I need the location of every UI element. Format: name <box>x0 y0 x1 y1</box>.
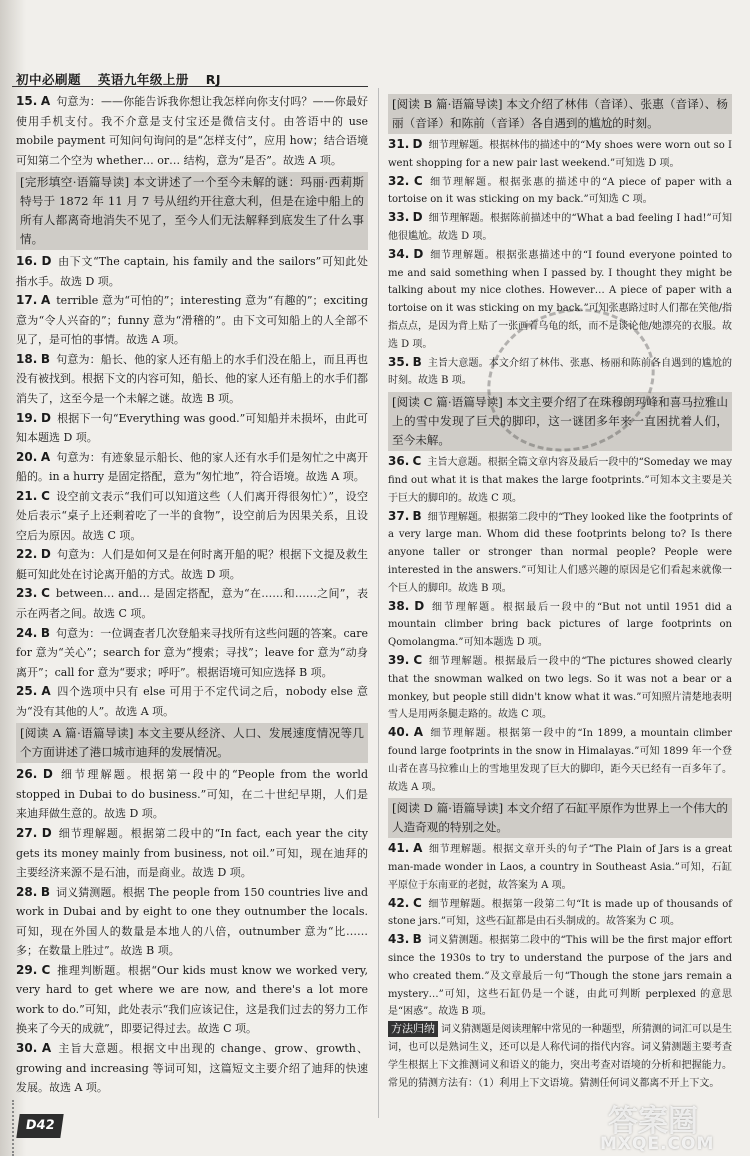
answer-item <box>388 136 732 173</box>
explanation-text: 设空前文表示“我们可以知道这些（人们离开得很匆忙）”，设空处后表示“桌子上还剩着吃了一半的食物”，设空前后为因果关系，且设空后为原因。故选 C 项。 <box>16 489 369 542</box>
question-number: 22. <box>16 547 38 562</box>
explanation-text: 词义猜测题。根据 The people from 150 countries live and work in Dubai and by eight to one they outnumber the locals. 可知，现在外国人的数量是本地人的八倍，outnumber 意为“比……多；在数量上胜过”。故选 B 项。 <box>16 885 368 958</box>
explanation-text: 细节理解题。根据第一段第二句“It is made up of thousands of stone jars.”可知，这些石缸都是由石头制成的。故答案为 C 项。 <box>388 898 732 928</box>
answer-letter: A <box>40 293 51 308</box>
section-guide-banner: [完形填空·语篇导读] 本文讲述了一个至今未解的谜：玛丽·西莉斯特号于 1872 年 11 月 7 号从纽约开往意大利，但是在途中船上的所有人都离奇地消失不见了，至今人们无法解释到底发生了什么事情。 <box>16 172 368 250</box>
answer-item <box>16 487 368 546</box>
question-number: 29. <box>16 962 38 977</box>
explanation-text: 细节理解题。根据张惠的描述中的“A piece of paper with a tortoise on it was sticking on my back.”可知选 C 项。 <box>388 176 732 206</box>
page-number: D42 <box>16 1114 63 1138</box>
answer-letter: C <box>413 895 422 910</box>
explanation-text: 句意为：人们是如何又是在何时离开船的呢？根据下文提及救生艇可知此处在讨论离开船的方式。故选 D 项。 <box>16 548 368 581</box>
explanation-text: 细节理解题。根据第一段中的“People from the world stopped in Dubai to do business.”可知，在二十世纪早期，人们是来迪拜做生意的。故选 D 项。 <box>16 768 368 821</box>
question-number: 17. <box>16 293 38 308</box>
answer-item <box>388 840 732 894</box>
question-number: 34. <box>388 246 410 261</box>
answer-item <box>16 682 368 721</box>
question-number: 20. <box>16 449 38 464</box>
section-guide-banner: [阅读 A 篇·语篇导读] 本文主要从经济、人口、发展速度情况等几个方面讲述了港口城市迪拜的发展情况。 <box>16 723 368 763</box>
explanation-text: 词义猜测题。根据第二段中的“This will be the first major effort since the 1930s to try to understand the purpose of the jars and who created them.”及文章最后一句“Though the stone jars remain a mystery…”可知，这些石缸仍是一个谜，由此可判断 perplexed 的意思是“困惑”。故选 B 项。 <box>388 935 733 1018</box>
explanation-text: 句意为：一位调查者几次登船来寻找所有这些问题的答案。care for 意为“关心”；search for 意为“搜索；寻找”；leave for 意为“动身离开”；call for 意为“要求；呼吁”。根据语境可知应选择 B 项。 <box>16 626 368 679</box>
left-column <box>16 92 368 1098</box>
method-tag: 方法归纳 <box>388 1021 438 1037</box>
answer-letter: D <box>412 137 423 151</box>
question-number: 42. <box>388 895 410 910</box>
answer-item <box>16 883 368 961</box>
question-number: 19. <box>16 410 38 425</box>
answer-letter: C <box>41 962 51 977</box>
answer-letter: A <box>413 725 424 740</box>
answer-item <box>388 724 732 796</box>
answer-item <box>16 1039 368 1098</box>
explanation-text: 细节理解题。根据最后一段中的“But not until 1951 did a mountain climber bring back pictures of large footprints on Qomolangma.”可知本题选 D 项。 <box>388 601 732 649</box>
answer-item <box>16 545 368 584</box>
explanation-text: 细节理解题。根据最后一段中的“The pictures showed clearly that the snowman walked on two legs. So it was not a bear or a monkey, but people still didn't know what it was.”可知照片清楚地表明雪人是用两条腿走路的。故选 C 项。 <box>388 655 732 721</box>
subject-title: 英语九年级上册 <box>97 72 189 87</box>
answer-letter: A <box>40 449 51 464</box>
answer-letter: C <box>413 173 423 188</box>
section-guide-banner: [阅读 B 篇·语篇导读] 本文介绍了林伟（音译）、张惠（音译）、杨丽（音译）和陈前（音译）各自遇到的尴尬的时刻。 <box>388 94 732 134</box>
answer-letter: A <box>413 841 423 856</box>
answer-letter: B <box>40 884 50 899</box>
explanation-text: 细节理解题。根据第二段中的“They looked like the footprints of a very large man. Whom did these footprints belong to? Is there anyone taller or stronger than normal people? People were interested in the answers.”可知让人们感兴趣的原因是它们看起来就像一个巨人的脚印。故选 B 项。 <box>388 511 732 594</box>
question-number: 23. <box>16 586 38 601</box>
answer-item <box>16 92 368 170</box>
answer-letter: C <box>413 652 423 667</box>
explanation-text: 四个选项中只有 else 可用于不定代词之后，nobody else 意为“没有其他的人”。故选 A 项。 <box>16 685 368 718</box>
explanation-text: 细节理解题。根据林伟的描述中的“My shoes were worn out so I went shopping for a new pair last weekend.”可知选 D 项。 <box>388 140 732 169</box>
answer-item <box>16 252 368 291</box>
answer-item <box>16 350 368 409</box>
question-number: 37. <box>388 508 410 523</box>
question-number: 25. <box>16 684 38 699</box>
method-summary <box>388 1021 732 1092</box>
answer-letter: B <box>412 932 422 947</box>
answer-letter: D <box>414 598 425 613</box>
answer-item <box>388 652 732 724</box>
answer-item <box>388 173 732 210</box>
explanation-text: 句意为：有迹象显示船长、他的家人还有水手们是匆忙之中离开船的。in a hurry 是固定搭配，意为“匆忙地”，符合语境。故选 A 项。 <box>16 450 369 484</box>
answer-letter: B <box>40 625 50 640</box>
answer-item <box>388 598 732 652</box>
answer-letter: A <box>40 94 51 108</box>
method-text: 词义猜测题是阅读理解中常见的一种题型，所猜测的词汇可以是生词，也可以是熟词生义，还可以是人称代词的指代内容。词义猜测题主要考查学生根据上下文推测词义和语义的能力，突出考查对语境的分析和把握能力。常见的猜测方法有：（1）利用上下文语境。猜测任何词义都离不开上下文。 <box>388 1024 732 1089</box>
question-number: 26. <box>16 767 38 782</box>
answer-item <box>16 624 368 683</box>
question-number: 24. <box>16 625 38 640</box>
explanation-text: 句意为：船长、他的家人还有船上的水手们没在船上，而且再也没有被找到。根据下文的内容可知，船长、他的家人还有船上的水手们都消失了，这至今是一个未解之谜。故选 B 项。 <box>16 352 368 406</box>
answer-letter: D <box>40 547 51 562</box>
answer-item <box>16 448 368 487</box>
question-number: 40. <box>388 725 410 740</box>
explanation-text: between… and… 是固定搭配，意为“在……和……之间”，表示在两者之间。故选 C 项。 <box>16 587 368 621</box>
explanation-text: 由下文“The captain, his family and the sailors”可知此处指水手。故选 D 项。 <box>16 255 368 288</box>
answer-item <box>16 824 368 883</box>
edition-label: RJ <box>205 72 222 87</box>
answer-item <box>16 584 368 623</box>
answer-letter: D <box>40 410 51 425</box>
answer-letter: B <box>412 508 422 523</box>
section-guide-banner: [阅读 D 篇·语篇导读] 本文介绍了石缸平原作为世界上一个伟大的人造奇观的特别之处。 <box>388 798 732 838</box>
question-number: 18. <box>16 351 38 366</box>
explanation-text: 主旨大意题。根据全篇文章内容及最后一段中的“Someday we may find out what it is that makes the large footprints.”可知本文主要是关于巨大的脚印的。故选 C 项。 <box>388 457 733 504</box>
question-number: 38. <box>388 598 410 613</box>
answer-letter: B <box>40 351 51 366</box>
answer-letter: B <box>412 354 422 369</box>
explanation-text: 细节理解题。根据张惠描述中的“I found everyone pointed to me and said something when I passed by. I thought they might be talking about my nice clothes. However… A piece of paper with a tortoise on it was sticking on my back.”可知张惠路过时人们都在笑他/指指点点，是因为背上贴了一张画着乌龟的纸，而不是谈论他/她漂亮的衣服。故选 D 项。 <box>388 249 733 350</box>
answer-letter: D <box>412 210 423 225</box>
answer-item <box>16 765 368 824</box>
series-title: 初中必刷题 <box>16 72 82 87</box>
explanation-text: terrible 意为“可怕的”；interesting 意为“有趣的”；exciting 意为“令人兴奋的”；funny 意为“滑稽的”。由下文可知船上的人全部不见了，是可怕的事情。故选 A 项。 <box>16 294 368 347</box>
question-number: 27. <box>16 825 38 840</box>
header-rule <box>12 86 368 87</box>
question-number: 15. <box>16 94 38 108</box>
site-watermark <box>596 1094 746 1156</box>
right-column <box>388 92 732 1092</box>
answer-item <box>388 209 732 246</box>
question-number: 28. <box>16 884 38 899</box>
explanation-text: 细节理解题。根据第二段中的“In fact, each year the city gets its money mainly from business, not oil.”可知，现在迪拜的主要经济来源不是石油，而是商业。故选 D 项。 <box>16 826 368 880</box>
answer-letter: D <box>41 254 52 269</box>
explanation-text: 推理判断题。根据“Our kids must know we worked very, very hard to get where we are now, and there's a lot more work to do.”可知，此处表示“我们应该记住，这是我们过去的努力工作换来了今天的成就”，即要记得过去。故选 C 项。 <box>16 963 368 1036</box>
answer-item <box>16 291 368 350</box>
section-guide-banner: [阅读 C 篇·语篇导读] 本文主要介绍了在珠穆朗玛峰和喜马拉雅山上的雪中发现了巨大的脚印，这一谜团多年来一直困扰着人们，至今未解。 <box>388 392 732 451</box>
explanation-text: 主旨大意题。本文介绍了林伟、张惠、杨丽和陈前各自遇到的尴尬的时刻。故选 B 项。 <box>388 357 732 387</box>
explanation-text: 根据下一句“Everything was good.”可知船并未损坏，由此可知本题选 D 项。 <box>16 411 369 445</box>
question-number: 33. <box>388 210 410 225</box>
answer-letter: D <box>41 825 52 840</box>
explanation-text: 细节理解题。根据第一段中的“In 1899, a mountain climber found large footprints in the snow in Himalayas.”可知 1899 年一个登山者在喜马拉雅山上的雪地里发现了巨大的脚印，距今天已经有一百多年了。故选 A 项。 <box>388 728 733 793</box>
answer-item <box>388 508 732 598</box>
column-divider <box>378 88 379 1118</box>
answer-item <box>388 453 732 507</box>
answer-item <box>16 961 368 1039</box>
watermark-logo-icon: 答案圈 <box>608 1104 698 1139</box>
answer-letter: D <box>42 767 53 782</box>
question-number: 31. <box>388 137 410 151</box>
explanation-text: 细节理解题。根据文章开头的句子“The Plain of Jars is a great man-made wonder in Laos, a country in Southeast Asia.”可知，石缸平原位于东南亚的老挝，故答案为 A 项。 <box>388 844 732 891</box>
question-number: 32. <box>388 173 410 188</box>
answer-letter: C <box>41 586 50 601</box>
answer-item <box>16 409 368 448</box>
answer-item <box>388 895 732 932</box>
answer-item <box>388 931 732 1021</box>
answer-letter: A <box>41 684 51 699</box>
question-number: 39. <box>388 652 410 667</box>
question-number: 30. <box>16 1040 38 1055</box>
question-number: 16. <box>16 254 38 269</box>
question-number: 43. <box>388 932 410 947</box>
answer-letter: C <box>412 454 422 469</box>
margin-dotted-line <box>0 1100 14 1156</box>
answer-letter: A <box>41 1040 52 1055</box>
question-number: 36. <box>388 454 410 469</box>
question-number: 35. <box>388 354 410 369</box>
answer-letter: D <box>413 246 424 261</box>
watermark-text: MXQE.COM <box>600 1134 715 1154</box>
question-number: 41. <box>388 841 410 856</box>
explanation-text: 细节理解题。根据陈前描述中的“What a bad feeling I had!”可知他很尴尬。故选 D 项。 <box>388 213 732 242</box>
question-number: 21. <box>16 488 38 503</box>
explanation-text: 句意为：——你能告诉我你想让我怎样向你支付吗？——你最好使用手机支付。我不介意是支付宝还是微信支付。由答语中的 use mobile payment 可知问句询问的是“怎样支付”，应用 how；结合语境可知第二个空为 whether… or… 结构，意为“是否”。故选 A 项。 <box>16 95 369 167</box>
answer-letter: C <box>41 488 50 503</box>
explanation-text: 主旨大意题。根据文中出现的 change、grow、growth、growing and increasing 等词可知，这篇短文主要介绍了迪拜的快速发展。故选 A 项。 <box>16 1041 368 1095</box>
